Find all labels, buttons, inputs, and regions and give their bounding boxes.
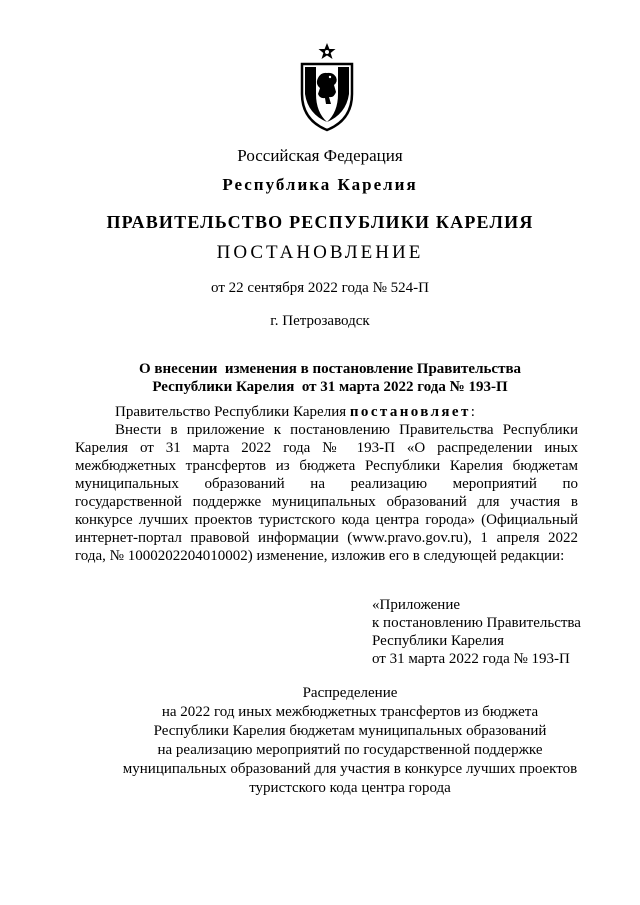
title-line-1: О внесении изменения в постановление Правительства (138, 361, 522, 377)
distribution-line-3: на реализацию мероприятий по государственной поддержке (157, 742, 543, 758)
intro-paragraph (75, 403, 578, 421)
distribution-heading-block (90, 684, 610, 798)
document-type: ПОСТАНОВЛЕНИЕ (216, 242, 424, 263)
distribution-line-1: на 2022 год иных межбюджетных трансфертов из бюджета (161, 704, 539, 720)
intro-resolves: постановляет (349, 404, 471, 420)
appendix-block (372, 596, 581, 668)
republic-label: Республика Карелия (222, 175, 418, 194)
intro-prefix: Правительство Республики Карелия (115, 404, 350, 420)
document-title (60, 360, 600, 396)
title-line-2: Республики Карелия от 31 марта 2022 года № 193-П (152, 379, 508, 395)
intro-suffix: : (470, 404, 475, 420)
karelia-coat-of-arms-icon (296, 42, 358, 134)
federation-label: Российская Федерация (237, 146, 403, 165)
distribution-heading: Распределение (302, 685, 398, 701)
appendix-line-3: Республики Карелия (372, 633, 505, 649)
document-body (75, 403, 578, 565)
main-paragraph: Внести в приложение к постановлению Правительства Республики Карелия от 31 марта 2022 года № 193-П «О распределении иных межбюджетных трансфертов из бюджета Республики Карелия бюджетам муниципальных образований на реализацию мероприятий по государственной поддержке муниципальных образований для участия в конкурсе лучших проектов туристского кода центра города» (Официальный интернет-портал правовой информации (www.pravo.gov.ru), 1 апреля 2022 года, № 1000202204010002) изменение, изложив его в следующей редакции: (75, 422, 578, 564)
appendix-line-4: от 31 марта 2022 года № 193-П (372, 651, 570, 667)
distribution-line-2: Республики Карелия бюджетам муниципальных образований (153, 723, 547, 739)
distribution-line-5: туристского кода центра города (249, 780, 451, 796)
document-date-number: от 22 сентября 2022 года № 524-П (211, 280, 429, 296)
appendix-line-2: к постановлению Правительства (372, 615, 581, 631)
distribution-line-4: муниципальных образований для участия в конкурсе лучших проектов (122, 761, 578, 777)
document-city: г. Петрозаводск (270, 313, 370, 329)
government-heading: ПРАВИТЕЛЬСТВО РЕСПУБЛИКИ КАРЕЛИЯ (106, 212, 534, 232)
appendix-line-1: «Приложение (372, 597, 461, 613)
